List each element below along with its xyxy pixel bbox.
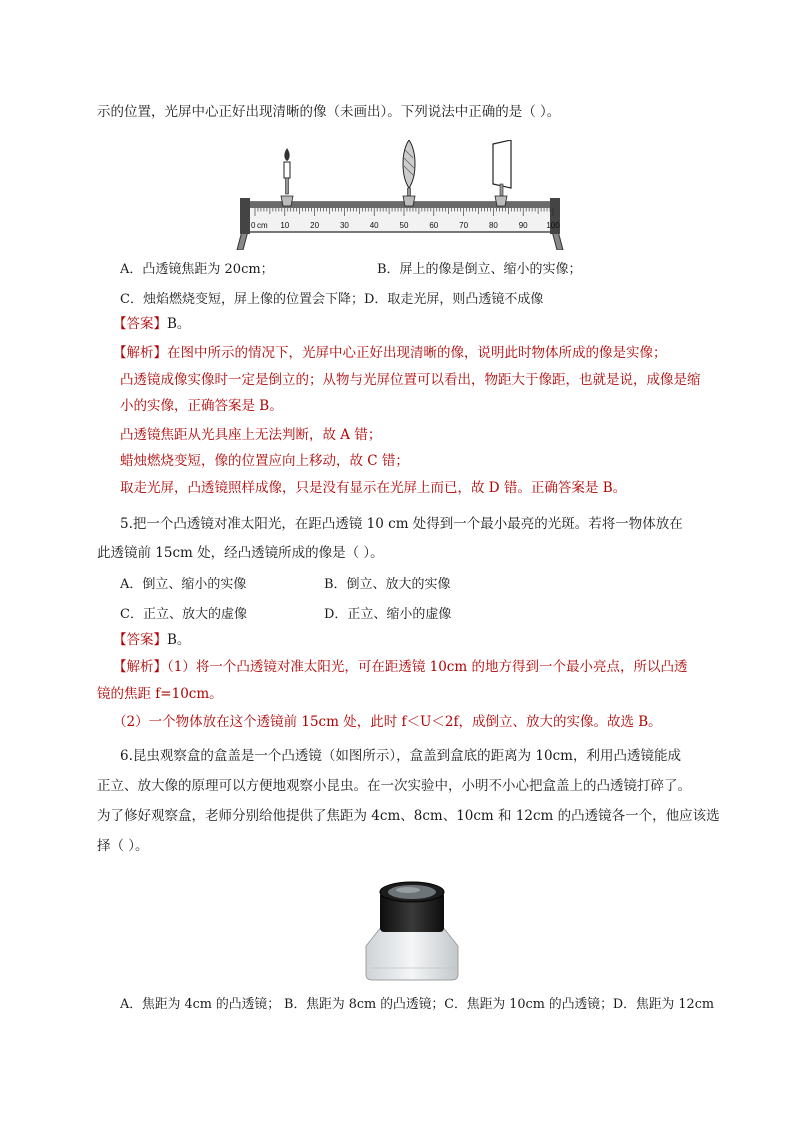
- light-screen: [493, 140, 511, 206]
- candle-flame: [284, 148, 289, 161]
- q4-analysis-line-5: 蜡烛燃烧变短，像的位置应向上移动，故 C 错；: [120, 453, 409, 469]
- q5-stem-line-1: 5.把一个凸透镜对准太阳光，在距凸透镜 10 cm 处得到一个最小最亮的光斑。若将一物体放在: [120, 516, 683, 532]
- q6-options-line: A．焦距为 4cm 的凸透镜； B．焦距为 8cm 的凸透镜；C．焦距为 10cm 的凸透镜；D．焦距为 12cm: [120, 997, 714, 1012]
- convex-lens: [403, 140, 415, 206]
- q5-option-b: B．倒立、放大的实像: [324, 577, 451, 592]
- box-base: [366, 926, 458, 980]
- ruler-tick-label: 80: [488, 221, 498, 230]
- q4-analysis-line-6: 取走光屏，凸透镜照样成像，只是没有显示在光屏上而已，故 D 错。正确答案是 B。: [120, 480, 627, 496]
- q6-stem-line-1: 6.昆虫观察盒的盒盖是一个凸透镜（如图所示），盒盖到盒底的距离为 10cm，利用凸透镜能成: [120, 748, 681, 764]
- ruler-tick-label: 30: [339, 221, 349, 230]
- candle: [281, 148, 293, 206]
- ruler-tick-label: 20: [310, 221, 320, 230]
- q4-analysis-line-1: 【解析】在图中所示的情况下，光屏中心正好出现清晰的像，说明此时物体所成的像是实像；: [113, 345, 667, 361]
- ruler-tick-label: 60: [429, 221, 439, 230]
- q5-analysis-line-1: 【解析】（1）将一个凸透镜对准太阳光，可在距透镜 10cm 的地方得到一个最小亮点，所以凸透: [113, 659, 688, 675]
- q4-option-a: A．凸透镜焦距为 20cm；: [120, 262, 274, 277]
- optical-bench-figure: [235, 140, 565, 250]
- q4-stem-line: 示的位置，光屏中心正好出现清晰的像（未画出）。下列说法中正确的是（ ）。: [97, 104, 561, 120]
- insect-observation-box-image: [362, 870, 462, 982]
- q4-answer: [113, 314, 190, 334]
- q4-option-cd: C．烛焰燃烧变短，屏上像的位置会下降；D．取走光屏，则凸透镜不成像: [120, 292, 544, 307]
- q6-stem-line-4: 择（ ）。: [97, 838, 149, 854]
- q5-option-a: A．倒立、缩小的实像: [120, 577, 247, 592]
- q6-stem-line-2: 正立、放大像的原理可以方便地观察小昆虫。在一次实验中，小明不小心把盒盖上的凸透镜打碎了。: [97, 778, 691, 794]
- ruler-unit-label: cm: [257, 221, 268, 230]
- answer-tag: 【答案】: [113, 632, 167, 648]
- answer-tag: 【答案】: [113, 316, 167, 332]
- ruler-tick-label: 90: [518, 221, 528, 230]
- analysis-tag: 【解析】: [113, 659, 167, 675]
- q4-analysis-line-3: 小的实像，正确答案是 B。: [120, 398, 283, 414]
- q5-analysis-line-2: 镜的焦距 f=10cm。: [97, 686, 223, 702]
- ruler-tick-label: 40: [369, 221, 379, 230]
- q4-analysis-line-2: 凸透镜成像实像时一定是倒立的；从物与光屏位置可以看出，物距大于像距，也就是说，成像是缩: [120, 372, 701, 388]
- q5-option-c: C．正立、放大的虚像: [120, 607, 247, 622]
- answer-value: B。: [167, 632, 191, 648]
- q5-option-d: D．正立、缩小的虚像: [324, 607, 452, 622]
- q6-stem-line-3: 为了修好观察盒，老师分别给他提供了焦距为 4cm、8cm、10cm 和 12cm 的凸透镜各一个，他应该选: [97, 808, 720, 824]
- answer-value: B。: [167, 316, 191, 332]
- ruler-tick-label: 50: [399, 221, 409, 230]
- q5-analysis-line-3: （2）一个物体放在这个透镜前 15cm 处，此时 f＜U＜2f，成倒立、放大的实像。故选 B。: [113, 714, 662, 730]
- ruler-tick-label: 70: [459, 221, 469, 230]
- analysis-tag: 【解析】: [113, 345, 167, 361]
- ruler-tick-label: 100: [546, 221, 560, 230]
- bench-end-left: [240, 198, 250, 234]
- ruler-tick-label: 10: [280, 221, 290, 230]
- q4-analysis-line-4: 凸透镜焦距从光具座上无法判断，故 A 错；: [120, 427, 382, 443]
- q4-option-b: B．屏上的像是倒立、缩小的实像；: [377, 262, 582, 277]
- ruler-tick-label: 0: [251, 221, 256, 230]
- q5-answer: [113, 630, 190, 650]
- q5-stem-line-2: 此透镜前 15cm 处，经凸透镜所成的像是（ ）。: [97, 545, 384, 561]
